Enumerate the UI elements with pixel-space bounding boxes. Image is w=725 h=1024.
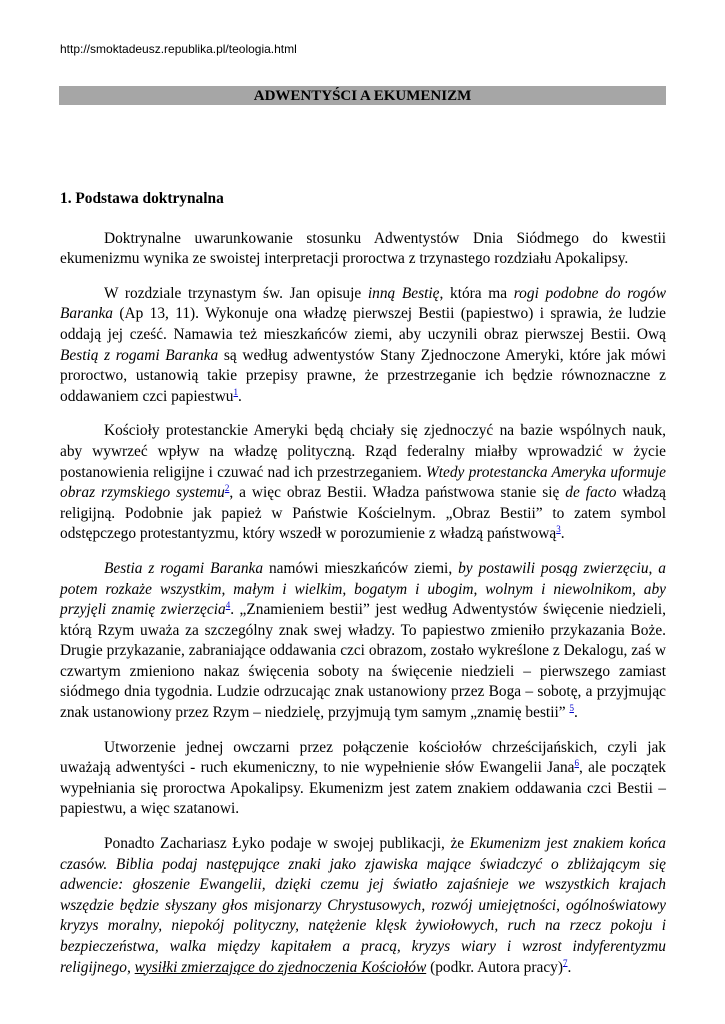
text: , która ma (439, 284, 514, 302)
text: (Ap 13, 11). Wykonuje ona władzę pierwszej Bestii (papiestwo) i sprawia, że ludzie oddają jej cześć. Namawia też mieszkańców ziemi, aby uczynili obraz pierwszej Bestii. Ową (60, 305, 666, 343)
footnote-link-2[interactable]: 2 (224, 483, 230, 493)
footnote-link-7[interactable]: 7 (562, 957, 568, 968)
paragraph-4 (60, 559, 666, 724)
italic-text: Ekumenizm jest znakiem końca czasów. Biblia podaj następujące znaki jako zjawiska mające świadczyć o zbliżającym się adwencie: głoszenie Ewangelii, dzięki czemu jej światło zajaśnieje we wszystkich krajach wszędzie będzie słyszany głos misjonarzy Chrystusowych, rozwój umiejętności, ogólnoświatowy kryzys moralny, niepokój polityczny, natężenie klęsk żywiołowych, ruch na rzecz pokoju i bezpieczeństwa, walka między kapitałem a pracą, kryzys wiary i wzrost indyferentyzmu religijnego, (60, 835, 667, 976)
footnote-link-1[interactable]: 1 (233, 386, 239, 397)
paragraph-6 (60, 834, 666, 978)
text: Kościoły protestanckie Ameryki będą chciały się zjednoczyć na bazie wspólnych nauk, aby wywrzeć wpływ na władzę polityczną. Rząd federalny miałby wprowadzić w życie postanowienia religijne i czuwać nad ich przestrzeganiem. (60, 422, 666, 481)
footnote-link-5[interactable]: 5 (569, 702, 574, 713)
italic-text: de facto (565, 484, 617, 502)
italic-text: rogi podobne do rogów Baranka (60, 284, 666, 323)
document-title: ADWENTYŚCI A EKUMENIZM (59, 86, 666, 105)
paragraph-5 (60, 738, 666, 820)
text: Ponadto Zachariasz Łyko podaje w swojej publikacji, że (104, 835, 470, 853)
text: , a więc obraz Bestii. Władza państwowa stanie się (229, 484, 566, 502)
source-url: http://smoktadeusz.republika.pl/teologia.html (60, 42, 297, 56)
text: . (567, 958, 572, 976)
text: są według adwentystów Stany Zjednoczone Ameryki, które jak mówi proroctwo, ustanowią takie przepisy prawne, że przestrzeganie ich będzie równoznaczne z oddawaniem czci papiestwu (60, 346, 666, 405)
footnote-link-6[interactable]: 6 (574, 758, 579, 769)
italic-text: Bestią z rogami Baranka (60, 346, 219, 364)
text: . (238, 387, 242, 405)
text: namówi mieszkańców ziemi, (263, 559, 459, 577)
text: władzą religijną. Podobnie jak papież w Państwie Kościelnym. „Obraz Bestii” to zatem symbol odstępczego protestantyzmu, który wszedł w porozumienie z władzą państwową (60, 484, 666, 543)
paragraph-3 (60, 421, 666, 545)
text: . „Znamieniem bestii” jest według Adwentystów święcenie niedzieli, którą Rzym uważa za szczególny znak swej władzy. To papiestwo zmieniło przykazania Boże. Drugie przykazanie, zabraniające oddawania czci obrazom, zostało wykreślone z Dekalogu, zaś w czwartym zmieniono nakaz święcenia soboty na święcenie niedzieli – pierwszego zamiast siódmego dnia tygodnia. Ludzie odrzucając znak ustanowiony przez Boga – sobotę, a przyjmując znak ustanowiony przez Rzym – niedzielę, przyjmują tym samym „znamię bestii” (60, 601, 666, 722)
text: , ale początek wypełniania się proroctwa Apokalipsy. Ekumenizm jest zatem znakiem oddawania czci Bestii – papiestwu, a więc szatanowi. (60, 759, 666, 818)
document-body (60, 189, 666, 992)
text: Utworzenie jednej owczarni przez połączenie kościołów chrześcijańskich, czyli jak uważają adwentyści - ruch ekumeniczny, to nie wypełnienie słów Ewangelii Jana (60, 738, 666, 777)
paragraph-1 (60, 229, 666, 270)
footnote-link-3[interactable]: 3 (556, 524, 561, 535)
section-heading: 1. Podstawa doktrynalna (60, 190, 224, 207)
text: . (560, 525, 565, 543)
footnote-link-4[interactable]: 4 (225, 599, 231, 610)
italic-text: inną Bestię (367, 284, 440, 302)
italic-text: Bestia z rogami Baranka (104, 559, 264, 577)
text: . (573, 704, 578, 722)
text: Doktrynalne uwarunkowanie stosunku Adwentystów Dnia Siódmego do kwestii ekumenizmu wynika ze swoistej interpretacji proroctwa z trzynastego rozdziału Apokalipsy. (60, 229, 666, 268)
italic-text: by postawili posąg zwierzęciu, a potem rozkaże wszystkim, małym i wielkim, bogatym i ubogim, wolnym i niewolnikom, aby przyjęli znamię zwierzęcia (60, 559, 666, 619)
text: (podkr. Autora pracy) (426, 958, 563, 976)
text: W rozdziale trzynastym św. Jan opisuje (104, 284, 368, 302)
italic-text: Wtedy protestancka Ameryka uformuje obraz rzymskiego systemu (60, 463, 666, 502)
underlined-italic-text: wysiłki zmierzające do zjednoczenia Kościołów (134, 958, 427, 976)
paragraph-2 (60, 284, 666, 408)
